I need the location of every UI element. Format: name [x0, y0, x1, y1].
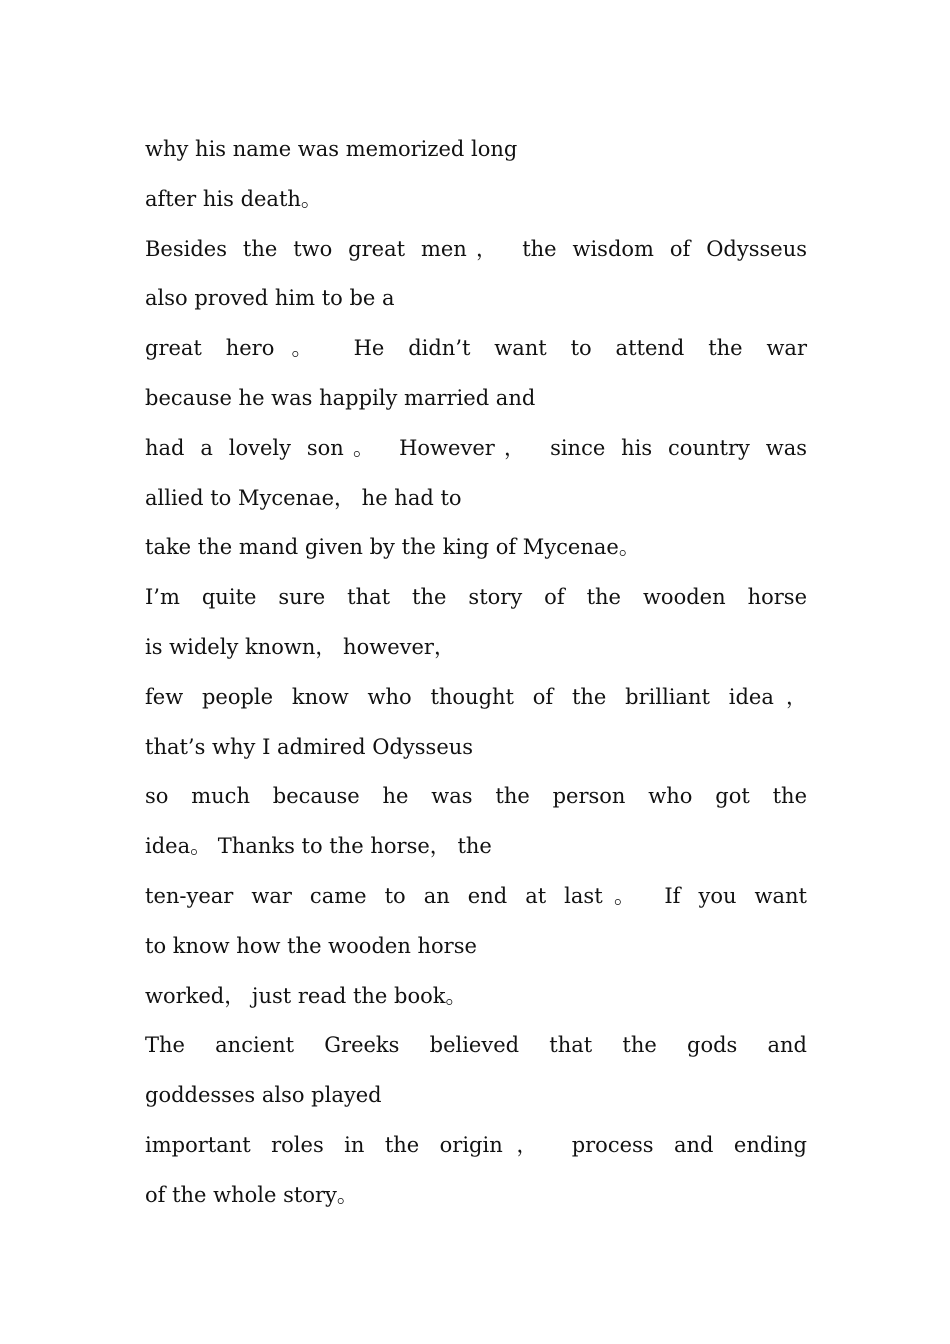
text-line: after his death。 — [145, 186, 322, 211]
text-line: I’m quite sure that the story of the wooden horse — [145, 585, 807, 610]
text-line: important roles in the origin， process and ending — [145, 1132, 807, 1157]
text-line: take the mand given by the king of Mycenae。 — [145, 535, 640, 560]
text-line: ten-year war came to an end at last。 If you want — [145, 883, 807, 908]
text-line: goddesses also played — [145, 1083, 382, 1108]
body-text — [145, 125, 807, 1221]
text-line: is widely known， however， — [145, 634, 455, 659]
text-line: why his name was memorized long — [145, 137, 518, 161]
text-line: to know how the wooden horse — [145, 933, 477, 958]
text-line: worked， just read the book。 — [145, 983, 467, 1008]
text-line: Besides the two great men， the wisdom of Odysseus — [145, 236, 807, 261]
text-line: because he was happily married and — [145, 385, 536, 410]
text-line: few people know who thought of the brilliant idea， — [145, 684, 807, 709]
text-line: had a lovely son。 However， since his country was — [145, 435, 807, 460]
text-line: The ancient Greeks believed that the gods and — [145, 1033, 807, 1058]
text-line: allied to Mycenae， he had to — [145, 485, 462, 510]
text-line: also proved him to be a — [145, 286, 395, 311]
text-line: idea。 Thanks to the horse， the — [145, 834, 492, 859]
text-line: that’s why I admired Odysseus — [145, 734, 474, 759]
text-line: great hero。 He didn’t want to attend the war — [145, 336, 807, 361]
text-line: of the whole story。 — [145, 1182, 358, 1207]
text-line: so much because he was the person who got the — [145, 784, 807, 809]
